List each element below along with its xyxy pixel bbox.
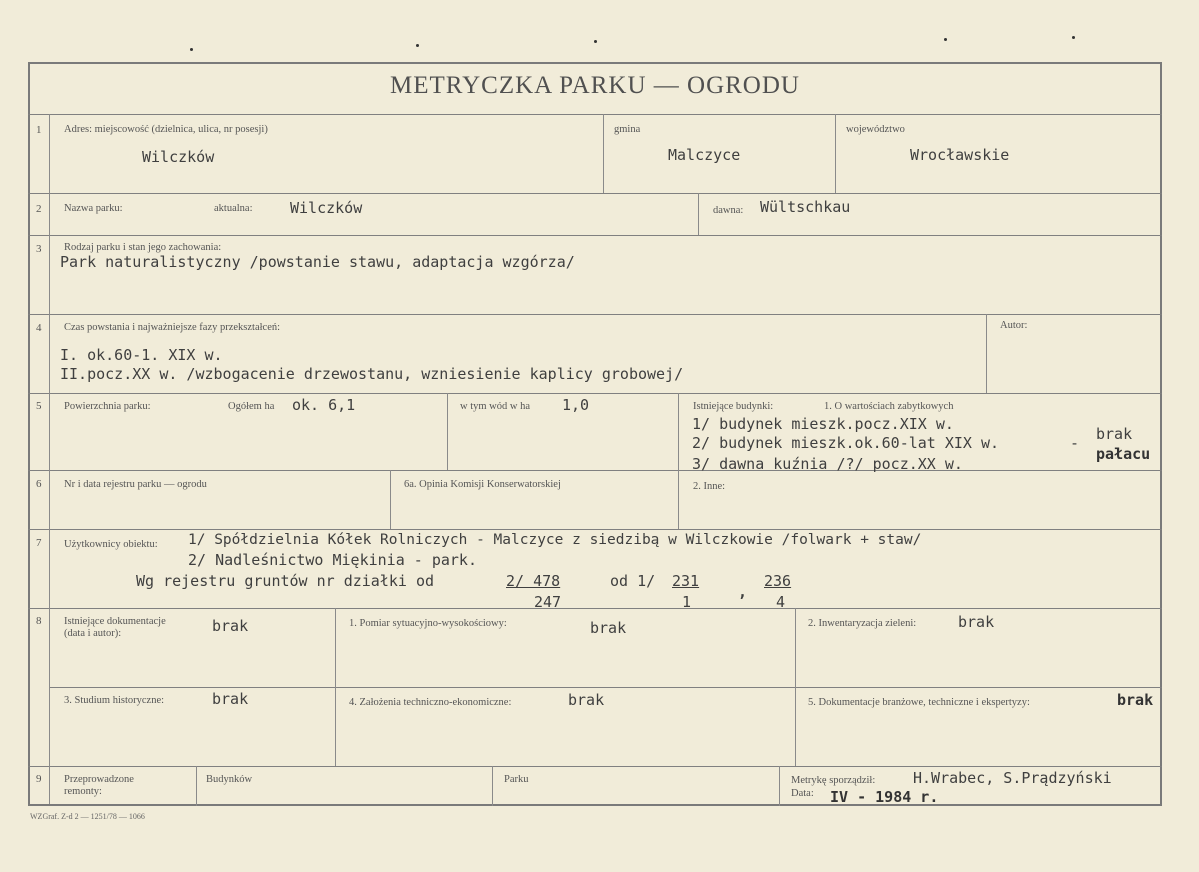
- area-label: Powierzchnia parku:: [64, 401, 151, 412]
- form-title: METRYCZKA PARKU — OGRODU: [390, 72, 800, 99]
- cell-divider: [447, 393, 448, 470]
- total-area-value: ok. 6,1: [292, 396, 356, 414]
- number-column-divider: [49, 114, 50, 804]
- monuments-label: 1. O wartościach zabytkowych: [824, 401, 954, 412]
- history-value: brak: [212, 690, 249, 708]
- tech-econ-value: brak: [568, 691, 605, 709]
- current-name-value: Wilczków: [290, 199, 363, 217]
- survey-label: 1. Pomiar sytuacyjno-wysokościowy:: [349, 618, 507, 629]
- plot-register-text: Wg rejestru gruntów nr działki od: [136, 572, 435, 590]
- inventory-label: 2. Inwentaryzacja zieleni:: [808, 618, 917, 629]
- plot-1-bottom: 247: [534, 593, 562, 611]
- row-number: 5: [36, 400, 42, 412]
- row-number: 9: [36, 773, 42, 785]
- cell-divider: [986, 314, 987, 393]
- branch-docs-label: 5. Dokumentacje branżowe, techniczne i ekspertyzy:: [808, 697, 1030, 708]
- cell-divider: [678, 393, 679, 470]
- tech-econ-label: 4. Założenia techniczno-ekonomiczne:: [349, 697, 512, 708]
- cell-divider: [698, 193, 699, 235]
- history-label: 3. Studium historyczne:: [64, 695, 165, 706]
- former-name-label: dawna:: [713, 205, 744, 216]
- date-value: IV - 1984 r.: [830, 788, 939, 806]
- voivodeship-value: Wrocławskie: [910, 146, 1010, 164]
- opinion-label: 6a. Opinia Komisji Konserwatorskiej: [404, 479, 561, 490]
- date-label: Data:: [791, 788, 814, 799]
- renov-park-label: Parku: [504, 774, 529, 785]
- plot-2-top: 231: [672, 572, 700, 590]
- cell-divider: [335, 608, 336, 766]
- row-divider: [28, 235, 1162, 236]
- punch-mark: [944, 38, 947, 41]
- row-number: 1: [36, 124, 42, 136]
- docs-label-2: (data i autor):: [64, 628, 122, 639]
- row-divider: [28, 314, 1162, 315]
- renovations-label: Przeprowadzone: [64, 774, 134, 785]
- survey-value: brak: [590, 619, 627, 637]
- punch-mark: [1072, 36, 1075, 39]
- row-divider: [28, 114, 1162, 115]
- gmina-value: Malczyce: [668, 146, 741, 164]
- park-name-label: Nazwa parku:: [64, 203, 123, 214]
- row-divider: [28, 470, 1162, 471]
- author-label: Autor:: [1000, 320, 1028, 331]
- user-2: 2/ Nadleśnictwo Miękinia - park.: [188, 551, 477, 569]
- prepared-by-label: Metrykę sporządził:: [791, 775, 876, 786]
- row-number: 7: [36, 537, 42, 549]
- cell-divider: [795, 608, 796, 766]
- renov-buildings-label: Budynków: [206, 774, 253, 785]
- print-footer: WZGraf. Z-d 2 — 1251/78 — 1066: [30, 812, 145, 821]
- register-label: Nr i data rejestru parku — ogrodu: [64, 479, 207, 490]
- punch-mark: [190, 48, 193, 51]
- cell-divider: [779, 766, 780, 806]
- park-type-value: Park naturalistyczny /powstanie stawu, adaptacja wzgórza/: [60, 253, 575, 271]
- water-area-value: 1,0: [562, 396, 590, 414]
- row-divider: [28, 393, 1162, 394]
- current-name-label: aktualna:: [214, 203, 253, 214]
- users-label: Użytkownicy obiektu:: [64, 539, 158, 550]
- cell-divider: [492, 766, 493, 806]
- building-3: 3/ dawna kuźnia /?/ pocz.XX w.: [692, 455, 963, 473]
- plot-1-top: 2/ 478: [506, 572, 561, 590]
- docs-label: Istniejące dokumentacje: [64, 616, 166, 627]
- palace-note-palacu: pałacu: [1096, 445, 1151, 463]
- punch-mark: [594, 40, 597, 43]
- row-number: 4: [36, 322, 42, 334]
- row-divider: [28, 529, 1162, 530]
- cell-divider: [603, 114, 604, 193]
- user-1: 1/ Spółdzielnia Kółek Rolniczych - Malczyce z siedzibą w Wilczkowie /folwark + staw/: [188, 532, 922, 548]
- cell-divider: [678, 470, 679, 529]
- cell-divider: [196, 766, 197, 806]
- phase-2: II.pocz.XX w. /wzbogacenie drzewostanu, wzniesienie kaplicy grobowej/: [60, 365, 684, 383]
- docs-value: brak: [212, 617, 249, 635]
- building-2: 2/ budynek mieszk.ok.60-lat XIX w.: [692, 434, 1000, 452]
- row-divider: [49, 687, 1162, 688]
- phase-1: I. ok.60-1. XIX w.: [60, 346, 223, 364]
- total-area-label: Ogółem ha: [228, 401, 275, 412]
- row-number: 6: [36, 478, 42, 490]
- park-type-label: Rodzaj parku i stan jego zachowania:: [64, 242, 222, 253]
- punch-mark: [416, 44, 419, 47]
- gmina-label: gmina: [614, 124, 641, 135]
- other-label: 2. Inne:: [693, 481, 726, 492]
- row-number: 3: [36, 243, 42, 255]
- cell-divider: [835, 114, 836, 193]
- buildings-label: Istniejące budynki:: [693, 401, 774, 412]
- renovations-label-2: remonty:: [64, 786, 102, 797]
- row-divider: [28, 766, 1162, 767]
- plot-2-prefix: od 1/: [610, 572, 656, 590]
- former-name-value: Wültschkau: [760, 198, 851, 216]
- row-divider: [28, 608, 1162, 609]
- branch-docs-value: brak: [1117, 691, 1154, 709]
- building-2-dash: -: [1070, 434, 1080, 452]
- inventory-value: brak: [958, 613, 995, 631]
- row-divider: [28, 193, 1162, 194]
- building-1: 1/ budynek mieszk.pocz.XIX w.: [692, 415, 954, 433]
- plot-3-bottom: 4: [776, 593, 786, 611]
- row-number: 2: [36, 203, 42, 215]
- address-value: Wilczków: [142, 148, 215, 166]
- palace-note-brak: brak: [1096, 425, 1133, 443]
- voivodeship-label: województwo: [846, 124, 905, 135]
- water-area-label: w tym wód w ha: [460, 401, 530, 412]
- plot-2-bottom: 1: [682, 593, 692, 611]
- plot-3-top: 236: [764, 572, 792, 590]
- address-label: Adres: miejscowość (dzielnica, ulica, nr posesji): [64, 124, 268, 135]
- cell-divider: [390, 470, 391, 529]
- row-number: 8: [36, 615, 42, 627]
- plot-comma: ,: [738, 583, 748, 601]
- origin-time-label: Czas powstania i najważniejsze fazy przekształceń:: [64, 322, 281, 333]
- prepared-by-value: H.Wrabec, S.Prądzyński: [913, 769, 1112, 787]
